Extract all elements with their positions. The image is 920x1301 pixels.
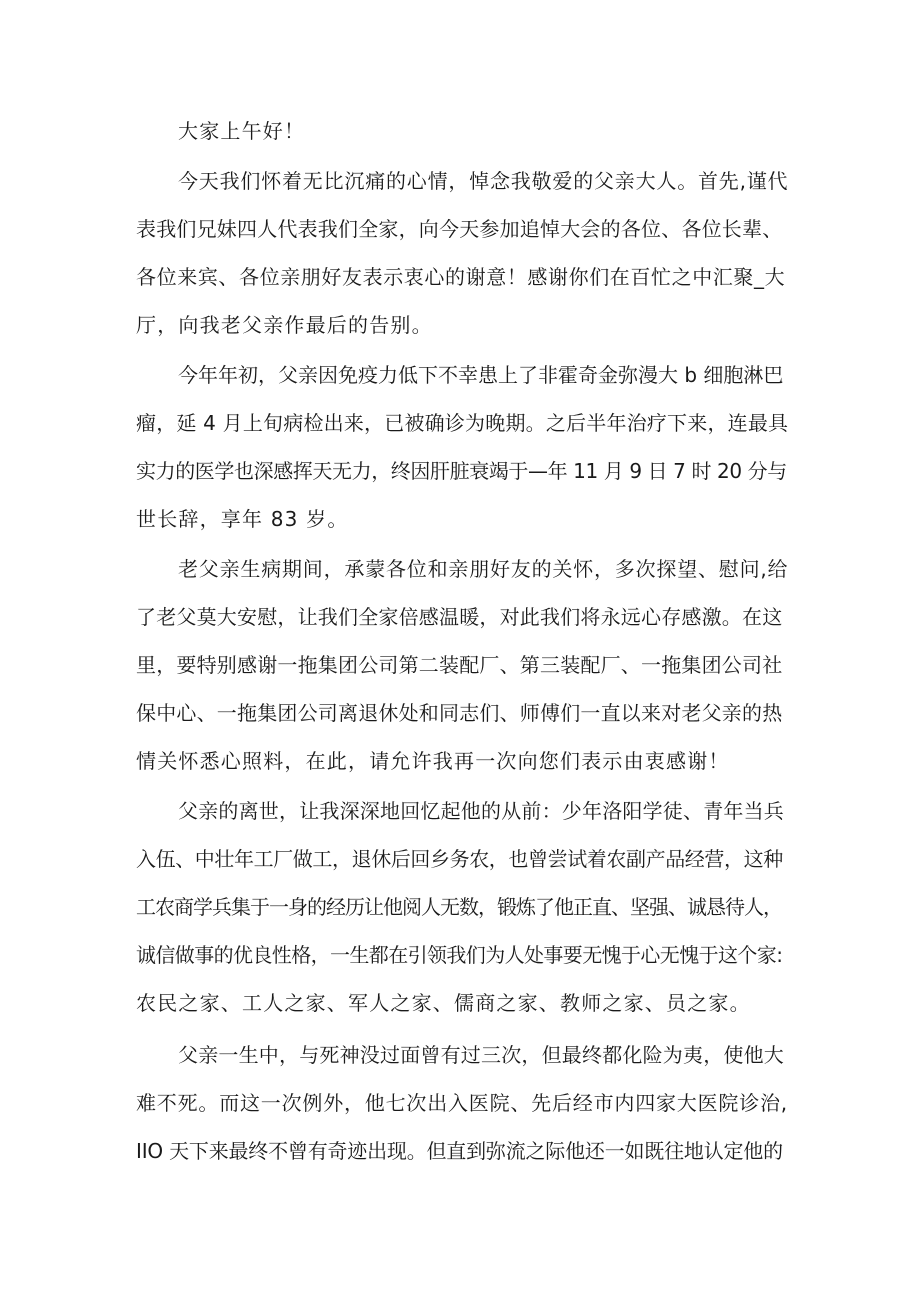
- paragraph-4-line-5: 农民之家、工人之家、军人之家、儒商之家、教师之家、员之家。: [136, 991, 751, 1015]
- paragraph-2-line-1: 今年年初，父亲因免疫力低下不幸患上了非霍奇金弥漫大 b 细胞淋巴: [178, 363, 784, 387]
- paragraph-3-line-2: 了老父莫大安慰，让我们全家倍感温暖，对此我们将永远心存感激。在这: [136, 605, 783, 629]
- paragraph-2-line-2: 瘤，延 4 月上旬病检出来，已被确诊为晚期。之后半年治疗下来，连最具: [136, 411, 789, 435]
- paragraph-5-line-1: 父亲一生中，与死神没过面曾有过三次，但最终都化险为夷，使他大: [178, 1043, 784, 1067]
- paragraph-3-line-3: 里，要特别感谢一拖集团公司第二装配厂、第三装配厂、一拖集团公司社: [136, 653, 783, 677]
- paragraph-1-line-3: 各位来宾、各位亲朋好友表示衷心的谢意！感谢你们在百忙之中汇聚_大: [136, 265, 786, 289]
- paragraph-4-line-4: 诚信做事的优良性格，一生都在引领我们为人处事要无愧于心无愧于这个家:: [136, 943, 783, 967]
- paragraph-2-line-4: 世长辞，享年 83 岁。: [136, 507, 349, 531]
- paragraph-5-line-2: 难不死。而这一次例外，他七次出入医院、先后经市内四家大医院诊治,: [136, 1091, 788, 1115]
- paragraph-5-line-3: IIO 天下来最终不曾有奇迹出现。但直到弥流之际他还一如既往地认定他的: [136, 1139, 783, 1163]
- paragraph-2-line-3: 实力的医学也深感挥天无力，终因肝脏衰竭于—年 11 月 9 日 7 时 20 分与: [136, 459, 787, 483]
- paragraph-3-line-4: 保中心、一拖集团公司离退休处和同志们、师傅们一直以来对老父亲的热: [136, 701, 783, 725]
- paragraph-3-line-1: 老父亲生病期间，承蒙各位和亲朋好友的关怀，多次探望、慰问,给: [178, 557, 789, 581]
- paragraph-1-line-2: 表我们兄妹四人代表我们全家，向今天参加追悼大会的各位、各位长辈、: [136, 217, 783, 241]
- paragraph-1-line-1: 今天我们怀着无比沉痛的心情，悼念我敬爱的父亲大人。首先,谨代: [178, 169, 789, 193]
- paragraph-3-line-5: 情关怀悉心照料，在此，请允许我再一次向您们表示由衷感谢！: [136, 749, 730, 773]
- paragraph-4-line-1: 父亲的离世，让我深深地回忆起他的从前：少年洛阳学徒、青年当兵: [178, 799, 784, 823]
- paragraph-1-line-4: 厅，向我老父亲作最后的告别。: [136, 313, 433, 337]
- paragraph-4-line-3: 工农商学兵集于一身的经历让他阅人无数，锻炼了他正直、坚强、诚恳待人，: [136, 895, 782, 919]
- greeting-line: 大家上午好！: [178, 119, 306, 143]
- paragraph-4-line-2: 入伍、中壮年工厂做工，退休后回乡务农，也曾尝试着农副产品经营，这种: [136, 847, 783, 871]
